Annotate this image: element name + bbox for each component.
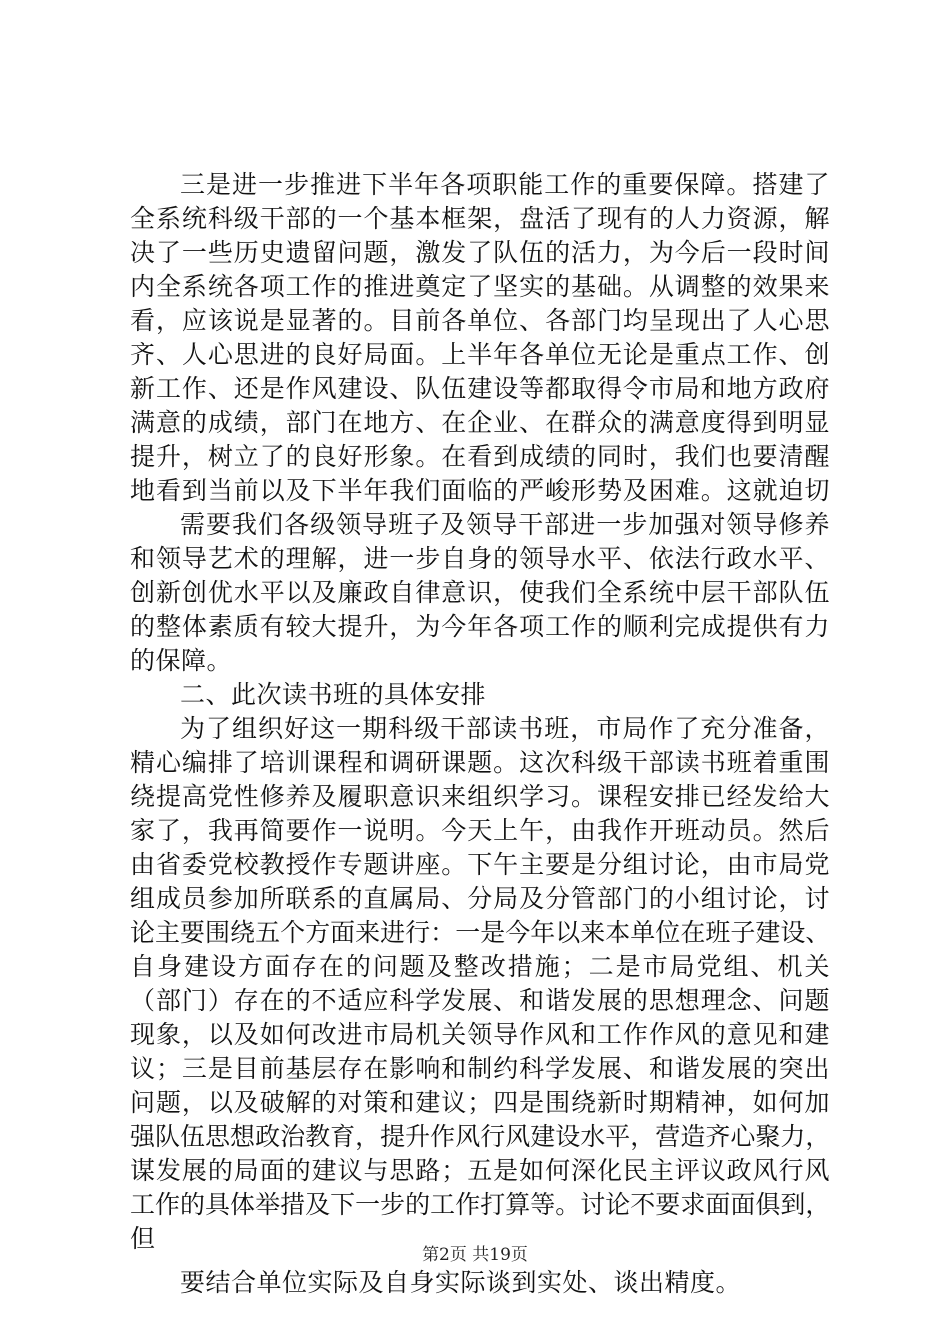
paragraph-line: 精心编排了培训课程和调研课题。这次科级干部读书班着重围 — [130, 748, 830, 777]
paragraph-line: 三是进一步推进下半年各项职能工作的重要保障。搭建了 — [180, 170, 830, 199]
paragraph-line: 的整体素质有较大提升，为今年各项工作的顺利完成提供有力 — [130, 612, 830, 641]
paragraph-line: 工作的具体举措及下一步的工作打算等。讨论不要求面面俱到， — [130, 1190, 830, 1219]
paragraph-line: 内全系统各项工作的推进奠定了坚实的基础。从调整的效果来 — [130, 272, 830, 301]
paragraph-line: 齐、人心思进的良好局面。上半年各单位无论是重点工作、创 — [130, 340, 830, 369]
paragraph-line: 谋发展的局面的建议与思路；五是如何深化民主评议政风行风 — [130, 1156, 830, 1185]
paragraph-line: 但 — [130, 1224, 156, 1253]
document-body — [130, 168, 830, 1300]
paragraph-line: 满意的成绩，部门在地方、在企业、在群众的满意度得到明显 — [130, 408, 830, 437]
paragraph-line: 论主要围绕五个方面来进行：一是今年以来本单位在班子建设、 — [130, 918, 830, 947]
paragraph-line: 地看到当前以及下半年我们面临的严峻形势及困难。这就迫切 — [130, 476, 830, 505]
paragraph-line: 决了一些历史遗留问题，激发了队伍的活力，为今后一段时间 — [130, 238, 830, 267]
paragraph-line: 新工作、还是作风建设、队伍建设等都取得令市局和地方政府 — [130, 374, 830, 403]
paragraph-line: 需要我们各级领导班子及领导干部进一步加强对领导修养 — [180, 510, 830, 539]
paragraph-line: 看，应该说是显著的。目前各单位、各部门均呈现出了人心思 — [130, 306, 830, 335]
section-heading: 二、此次读书班的具体安排 — [180, 680, 487, 709]
paragraph-line: 要结合单位实际及自身实际谈到实处、谈出精度。 — [180, 1268, 742, 1297]
paragraph-line: （部门）存在的不适应科学发展、和谐发展的思想理念、问题 — [130, 986, 830, 1015]
paragraph-line: 提升，树立了的良好形象。在看到成绩的同时，我们也要清醒 — [130, 442, 830, 471]
paragraph-line: 为了组织好这一期科级干部读书班，市局作了充分准备， — [180, 714, 830, 743]
paragraph-line: 全系统科级干部的一个基本框架，盘活了现有的人力资源，解 — [130, 204, 830, 233]
paragraph-line: 现象，以及如何改进市局机关领导作风和工作作风的意见和建 — [130, 1020, 830, 1049]
paragraph-line: 由省委党校教授作专题讲座。下午主要是分组讨论，由市局党 — [130, 850, 830, 879]
paragraph-line: 和领导艺术的理解，进一步自身的领导水平、依法行政水平、 — [130, 544, 830, 573]
paragraph-line: 自身建设方面存在的问题及整改措施；二是市局党组、机关 — [130, 952, 830, 981]
paragraph-line: 组成员参加所联系的直属局、分局及分管部门的小组讨论，讨 — [130, 884, 830, 913]
paragraph-line: 议；三是目前基层存在影响和制约科学发展、和谐发展的突出 — [130, 1054, 830, 1083]
paragraph-line: 家了，我再简要作一说明。今天上午，由我作开班动员。然后 — [130, 816, 830, 845]
paragraph-line: 创新创优水平以及廉政自律意识，使我们全系统中层干部队伍 — [130, 578, 830, 607]
paragraph-line: 绕提高党性修养及履职意识来组织学习。课程安排已经发给大 — [130, 782, 830, 811]
page-number-footer: 第2页 共19页 — [422, 1245, 528, 1265]
paragraph-line: 问题，以及破解的对策和建议；四是围绕新时期精神，如何加 — [130, 1088, 830, 1117]
paragraph-line: 强队伍思想政治教育，提升作风行风建设水平，营造齐心聚力， — [130, 1122, 830, 1151]
paragraph-line: 的保障。 — [130, 646, 233, 675]
